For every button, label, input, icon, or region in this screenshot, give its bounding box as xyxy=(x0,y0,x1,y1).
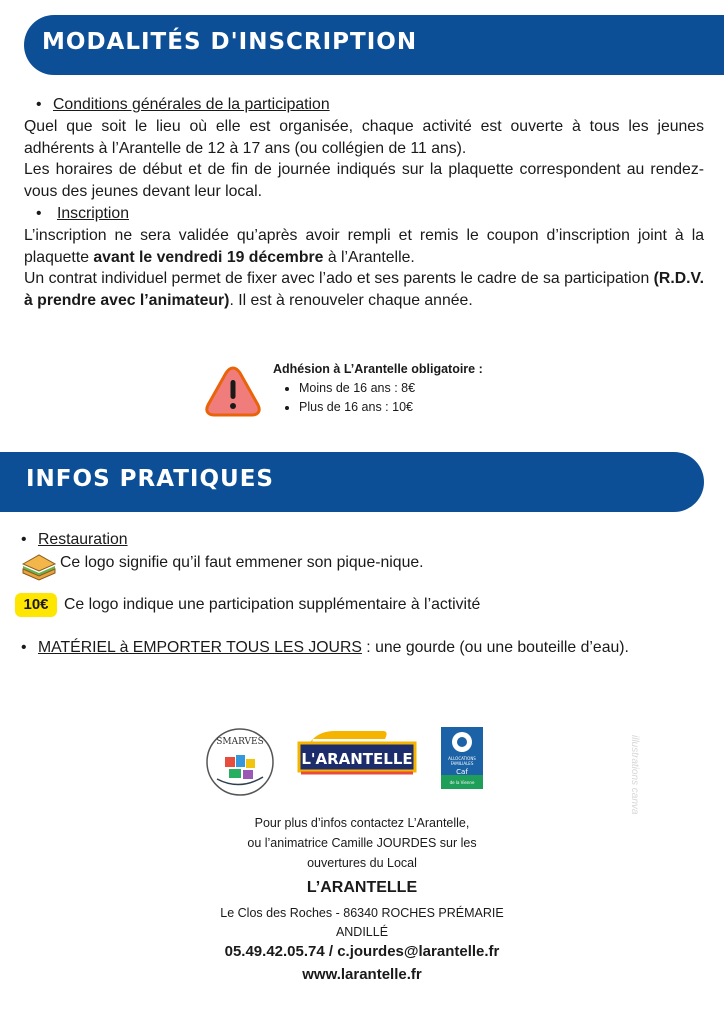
phone-email: 05.49.42.05.74 / c.jourdes@larantelle.fr xyxy=(224,943,500,960)
caf-text: de la Vienne xyxy=(449,780,475,785)
conditions-heading: Conditions générales de la participation xyxy=(53,96,330,113)
address-line: ANDILLÉ xyxy=(335,925,389,939)
restauration-heading: Restauration xyxy=(38,531,128,548)
section-title: MODALITÉS D'INSCRIPTION xyxy=(42,29,418,55)
caf-text: ALLOCATIONS xyxy=(448,756,476,761)
inscription-text: L’inscription ne sera validée qu’après avoir rempli et remis le coupon d’inscription joint à la plaquette avant le vendredi 19 décembre à l’Arantelle. xyxy=(24,227,704,266)
arantelle-label: L'ARANTELLE xyxy=(301,750,413,768)
section-banner-infos xyxy=(0,452,704,512)
arantelle-logo xyxy=(295,727,419,783)
sandwich-icon xyxy=(20,551,58,581)
rdv-note: (R.D.V. à prendre avec l’animateur) xyxy=(24,270,704,309)
contact-line: ou l’animatrice Camille JOURDES sur les xyxy=(247,836,477,850)
contact-line: Pour plus d’infos contactez L’Arantelle, xyxy=(254,816,470,830)
caf-logo xyxy=(441,727,483,789)
inscription-heading: Inscription xyxy=(57,205,129,222)
smarves-logo xyxy=(205,727,275,797)
list-item xyxy=(36,203,129,224)
adhesion-box xyxy=(273,360,483,417)
caf-text: Caf xyxy=(456,768,468,776)
adhesion-title: Adhésion à L’Arantelle obligatoire : xyxy=(273,362,483,376)
bullet-icon: • xyxy=(36,96,42,113)
contract-text: Un contrat individuel permet de fixer avec l’ado et ses parents le cadre de sa participation (R.D.V. à prendre avec l’animateur). Il est à renouveler chaque année. xyxy=(24,270,704,309)
contact-block xyxy=(0,813,724,873)
website-link[interactable]: www.larantelle.fr xyxy=(302,966,422,983)
illustration-credit: illustrations canva xyxy=(629,735,640,815)
adhesion-item: • Moins de 16 ans : 8€ xyxy=(299,379,483,398)
contact-line: ouvertures du Local xyxy=(307,856,417,870)
section-banner-inscription xyxy=(24,15,724,75)
price-text: Ce logo indique une participation supplémentaire à l’activité xyxy=(64,596,481,613)
list-item xyxy=(21,637,629,658)
address-block xyxy=(0,904,724,942)
list-item xyxy=(36,94,330,115)
smarves-label: SMARVES xyxy=(216,737,264,747)
org-name: L’ARANTELLE xyxy=(306,879,418,896)
bullet-icon: • xyxy=(21,531,27,548)
warning-icon xyxy=(203,364,263,419)
bullet-icon: • xyxy=(21,639,27,656)
picnic-text: Ce logo signifie qu’il faut emmener son pique-nique. xyxy=(60,554,424,571)
list-item xyxy=(21,529,128,550)
materiel-text: : une gourde (ou une bouteille d’eau). xyxy=(361,639,629,656)
conditions-text: Quel que soit le lieu où elle est organisée, chaque activité est ouverte à tous les jeunes adhérents à l’Arantelle de 12 à 17 ans (ou collégien de 11 ans). xyxy=(24,118,704,157)
caf-text: FAMILIALES xyxy=(450,761,474,766)
bullet-icon: • xyxy=(36,205,42,222)
deadline: avant le vendredi 19 décembre xyxy=(93,248,324,266)
price-badge: 10€ xyxy=(15,593,57,617)
schedule-text: Les horaires de début et de fin de journée indiqués sur la plaquette correspondent au rendez-vous des jeunes devant leur local. xyxy=(24,161,704,200)
adhesion-item: • Plus de 16 ans : 10€ xyxy=(299,398,483,417)
materiel-heading: MATÉRIEL à EMPORTER TOUS LES JOURS xyxy=(38,639,362,656)
section-title: INFOS PRATIQUES xyxy=(26,466,274,492)
address-line: Le Clos des Roches - 86340 ROCHES PRÉMARIE xyxy=(220,906,504,920)
